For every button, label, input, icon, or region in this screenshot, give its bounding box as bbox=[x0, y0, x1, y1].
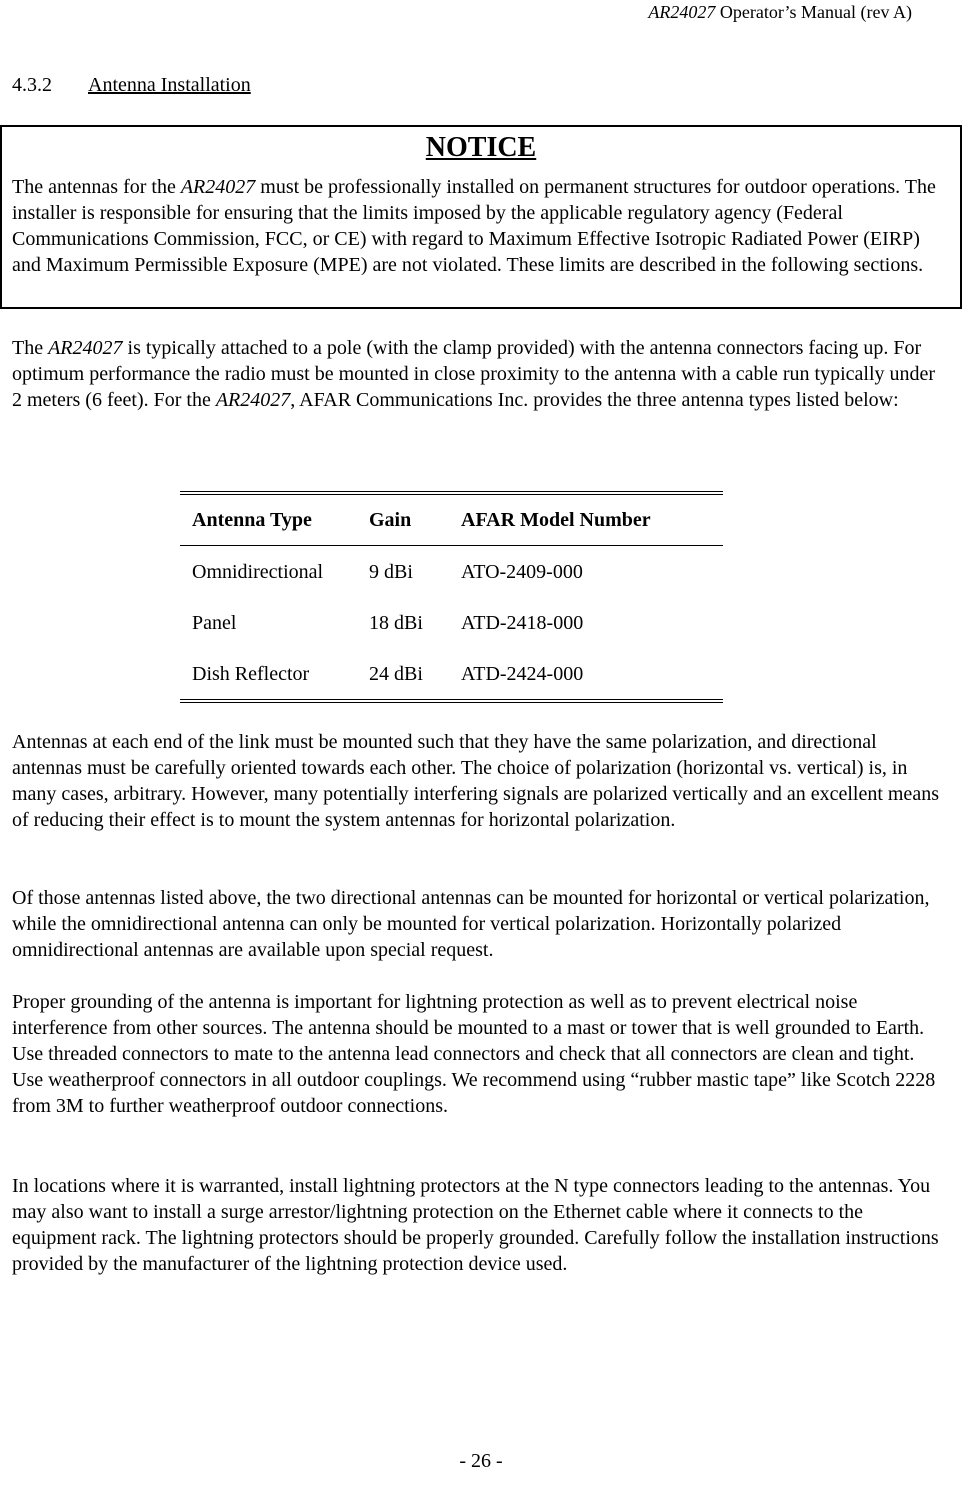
column-header: Gain bbox=[357, 495, 449, 546]
intro-model-2: AR24027 bbox=[215, 389, 291, 411]
grounding-paragraph: Proper grounding of the antenna is important for lightning protection as well as to prevent electrical noise interference from other sources. The antenna should be mounted to a mast or tower that is well grounded to Earth. Use threaded connectors to mate to the antenna lead connectors and check that all connectors are clean and tight. Use weatherproof connectors in all outdoor couplings. We recommend using “rubber mastic tape” like Scotch 2228 from 3M to further weatherproof outdoor connections. bbox=[12, 991, 936, 1117]
column-header: AFAR Model Number bbox=[449, 495, 723, 546]
polarization-paragraph: Antennas at each end of the link must be mounted such that they have the same polarization, and directional antennas must be carefully oriented towards each other. The choice of polarization (horizontal vs. vertical) is, in many cases, arbitrary. However, many potentially interfering signals are polarized vertically and an excellent means of reducing their effect is to mount the system antennas for horizontal polarization. bbox=[12, 731, 939, 831]
notice-text-b: must be professionally installed on permanent structures for outdoor operations. The installer is responsible for ensuring that the limits imposed by the applicable regulatory agency (Federal Communications Commission, FCC, or CE) with regard to Maximum Effective Isotropic Radiated Power (EIRP) and Maximum Permissible Exposure (MPE) are not violated. These limits are described in the following sections. bbox=[12, 176, 936, 276]
cell: Omnidirectional bbox=[192, 560, 324, 583]
notice-text-a: The antennas for the bbox=[12, 176, 181, 198]
intro-a: The bbox=[12, 337, 49, 359]
cell: Panel bbox=[192, 611, 237, 634]
page-number: - 26 - bbox=[459, 1450, 503, 1472]
section-title: Antenna Installation bbox=[88, 74, 251, 96]
header-title: Operator’s Manual (rev A) bbox=[715, 2, 912, 22]
cell: ATD-2424-000 bbox=[461, 662, 584, 685]
intro-model-1: AR24027 bbox=[48, 337, 123, 359]
notice-box bbox=[0, 125, 962, 309]
cell: 24 dBi bbox=[369, 662, 423, 685]
table-header-row bbox=[180, 495, 723, 546]
directional-paragraph: Of those antennas listed above, the two directional antennas can be mounted for horizontal or vertical polarization, while the omnidirectional antenna can only be mounted for vertical polarization. Horizontally polarized omnidirectional antennas are available upon special request. bbox=[12, 887, 930, 961]
cell: Dish Reflector bbox=[192, 662, 310, 685]
cell: 18 dBi bbox=[369, 611, 423, 634]
intro-c: , AFAR Communications Inc. provides the three antenna types listed below: bbox=[290, 389, 899, 411]
cell: 9 dBi bbox=[369, 560, 413, 583]
section-heading bbox=[12, 72, 251, 98]
table-row bbox=[180, 597, 723, 648]
lightning-paragraph: In locations where it is warranted, install lightning protectors at the N type connectors leading to the antennas. You may also want to install a surge arrestor/lightning protection on the Ethernet cable where it connects to the equipment rack. The lightning protectors should be properly grounded. Carefully follow the installation instructions provided by the manufacturer of the lightning protection device used. bbox=[12, 1175, 939, 1275]
cell: ATD-2418-000 bbox=[461, 611, 584, 634]
notice-text bbox=[12, 174, 950, 278]
antenna-table bbox=[180, 491, 723, 703]
intro-paragraph bbox=[12, 335, 947, 413]
notice-heading: NOTICE bbox=[425, 132, 537, 163]
intro-b: is typically attached to a pole (with the clamp provided) with the antenna connectors facing up. For optimum performance the radio must be mounted in close proximity to the antenna with a cable run typically under 2 meters (6 feet). For the bbox=[12, 337, 936, 411]
page-header bbox=[648, 0, 912, 25]
cell: ATO-2409-000 bbox=[461, 560, 583, 583]
table-row bbox=[180, 546, 723, 598]
section-number: 4.3.2 bbox=[12, 74, 52, 96]
notice-model: AR24027 bbox=[180, 176, 256, 198]
table-row bbox=[180, 648, 723, 699]
column-header: Antenna Type bbox=[180, 495, 357, 546]
header-model: AR24027 bbox=[648, 2, 716, 22]
